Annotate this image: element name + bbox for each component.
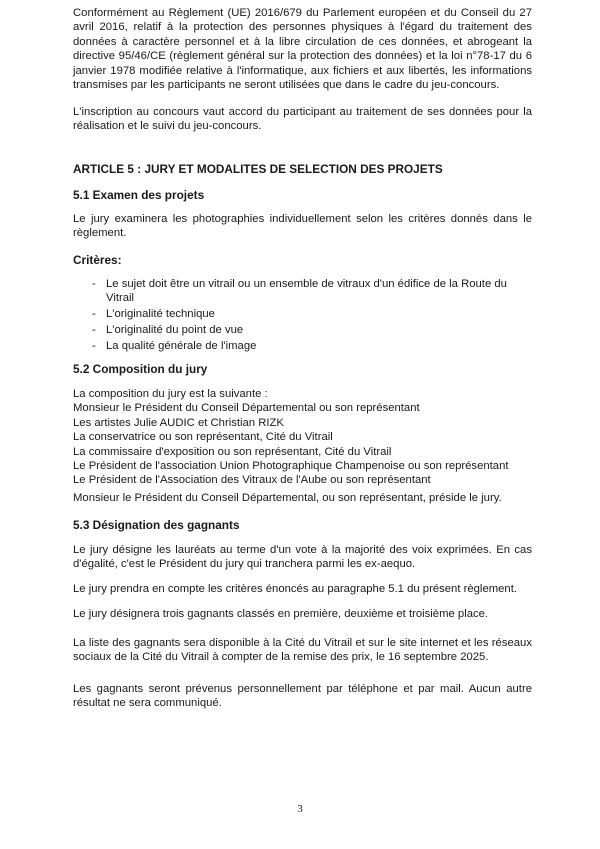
section-5-3-title: 5.3 Désignation des gagnants (73, 518, 240, 532)
winners-paragraph-5: Les gagnants seront prévenus personnellement par téléphone et par mail. Aucun autre résultat ne sera communiqué. (73, 683, 532, 710)
criteria-title: Critères: (73, 253, 122, 267)
article-5-title: ARTICLE 5 : JURY ET MODALITES DE SELECTION DES PROJETS (73, 162, 443, 176)
criteria-list (73, 277, 522, 355)
criteria-item: - La qualité générale de l'image (92, 340, 257, 353)
section-5-2-title: 5.2 Composition du jury (73, 362, 208, 376)
jury-member: Le Président de l'association Union Photographique Champenoise ou son représentant (73, 460, 509, 473)
consent-paragraph: L'inscription au concours vaut accord du participant au traitement de ses données pour la réalisation et le suivi du jeu-concours. (73, 106, 532, 133)
rgpd-paragraph: Conformément au Règlement (UE) 2016/679 du Parlement européen et du Conseil du 27 avril 2016, relatif à la protection des personnes physiques à l'égard du traitement des données à caractère personnel et à la libre circulation de ces données, et abrogeant la directive 95/46/CE (règlement général sur la protection des données) et la loi n°78-17 du 6 janvier 1978 modifiée relative à l'informatique, aux fichiers et aux libertés, les informations transmises par les participants ne seront utilisées que dans le cadre du jeu-concours. (73, 7, 532, 92)
winners-paragraph-1: Le jury désigne les lauréats au terme d'un vote à la majorité des voix exprimées. En cas d'égalité, c'est le Président du jury qui tranchera parmi les ex-aequo. (73, 544, 532, 571)
section-5-1-body: Le jury examinera les photographies individuellement selon les critères donnés dans le règlement. (73, 213, 532, 240)
jury-member: La commissaire d'exposition ou son représentant, Cité du Vitrail (73, 445, 392, 458)
jury-member: Les artistes Julie AUDIC et Christian RIZK (73, 416, 284, 429)
page-number: 3 (297, 803, 303, 815)
criteria-item: - L'originalité du point de vue (92, 324, 244, 337)
jury-member: La conservatrice ou son représentant, Cité du Vitrail (73, 431, 333, 444)
section-5-1-title: 5.1 Examen des projets (73, 188, 205, 202)
jury-member: Monsieur le Président du Conseil Départemental ou son représentant (73, 402, 420, 415)
winners-paragraph-4: La liste des gagnants sera disponible à la Cité du Vitrail et sur le site internet et les réseaux sociaux de la Cité du Vitrail à compter de la remise des prix, le 16 septembre 2025. (73, 637, 532, 664)
jury-presidency: Monsieur le Président du Conseil Départemental, ou son représentant, préside le jury. (73, 492, 502, 504)
jury-member: Le Président de l'Association des Vitraux de l'Aube ou son représentant (73, 474, 431, 487)
criteria-item: - Le sujet doit être un vitrail ou un ensemble de vitraux d'un édifice de la Route du Vitrail (92, 278, 507, 305)
jury-composition (73, 387, 532, 488)
winners-paragraph-2: Le jury prendra en compte les critères énoncés au paragraphe 5.1 du présent règlement. (73, 583, 517, 595)
criteria-item: - L'originalité technique (92, 308, 215, 321)
winners-paragraph-3: Le jury désignera trois gagnants classés en première, deuxième et troisième place. (73, 608, 489, 620)
jury-intro: La composition du jury est la suivante : (73, 388, 268, 400)
